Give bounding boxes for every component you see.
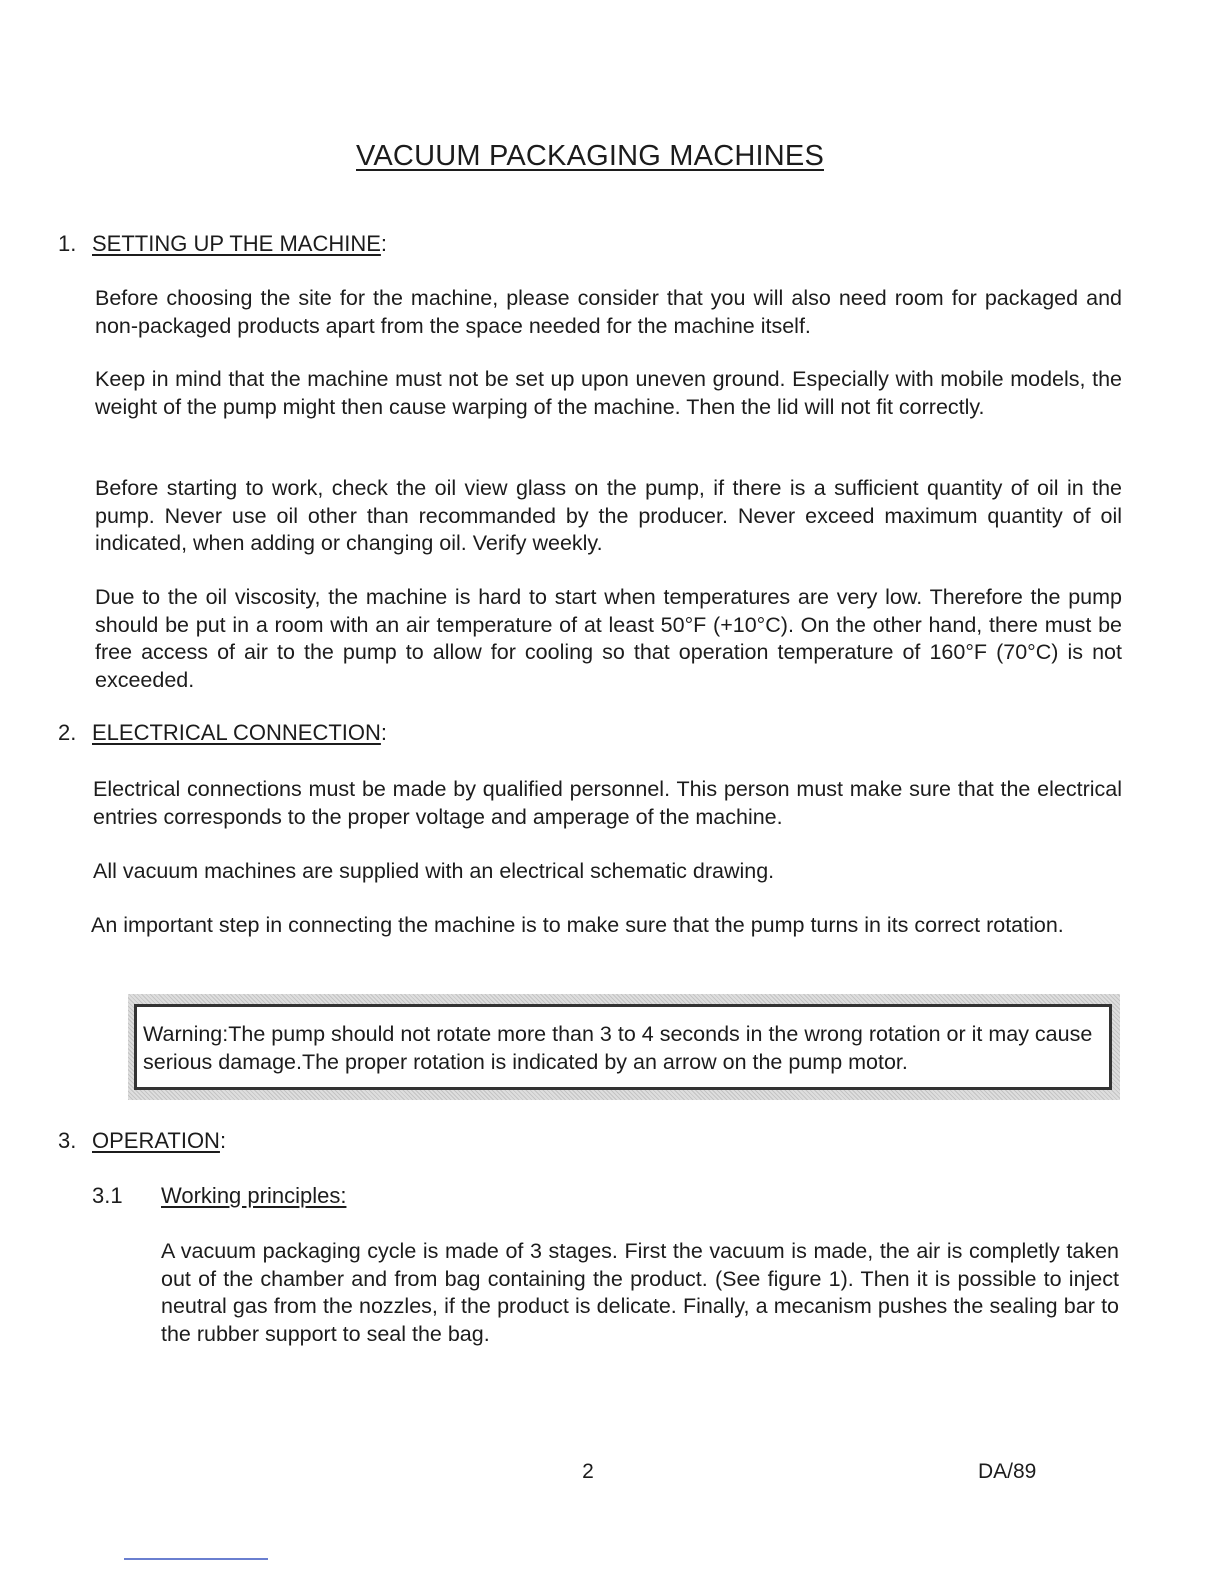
paragraph-uneven-ground: Keep in mind that the machine must not be set up upon uneven ground. Especially with mobile models, the weight of the pump might then cause warping of the machine. Then the lid will not fit correctly. [95, 367, 1122, 419]
section-colon: : [219, 1128, 227, 1153]
subsection-title: Working principles: [161, 1183, 347, 1208]
subsection-number: 3.1 [92, 1183, 123, 1208]
section-colon: : [380, 720, 388, 745]
section-title: OPERATION [92, 1128, 220, 1153]
paragraph-schematic: All vacuum machines are supplied with an electrical schematic drawing. [93, 859, 775, 883]
section-heading-electrical [58, 720, 387, 746]
section-heading-operation [58, 1128, 226, 1154]
warning-text: Warning:The pump should not rotate more than 3 to 4 seconds in the wrong rotation or it may cause serious damage.The proper rotation is indicated by an arrow on the pump motor. [134, 1004, 1112, 1090]
page-title: VACUUM PACKAGING MACHINES [356, 140, 824, 172]
paragraph-temperature: Due to the oil viscosity, the machine is hard to start when temperatures are very low. Therefore the pump should be put in a room with an air temperature of at least 50°F (+10°C). On the other hand, there must be free access of air to the pump to allow for cooling so that operation temperature of 160°F (70°C) is not exceeded. [95, 585, 1122, 692]
page-number: 2 [582, 1460, 594, 1483]
section-heading-setting-up [58, 231, 387, 257]
section-title: ELECTRICAL CONNECTION [92, 720, 381, 745]
paragraph-cycle-stages: A vacuum packaging cycle is made of 3 stages. First the vacuum is made, the air is completly taken out of the chamber and from bag containing the product. (See figure 1). Then it is possible to inject neutral gas from the nozzles, if the product is delicate. Finally, a mecanism pushes the sealing bar to the rubber support to seal the bag. [161, 1239, 1119, 1346]
warning-box [128, 994, 1120, 1100]
section-title: SETTING UP THE MACHINE [92, 231, 381, 256]
section-colon: : [380, 231, 388, 256]
paragraph-qualified-personnel: Electrical connections must be made by qualified personnel. This person must make sure that the electrical entries corresponds to the proper voltage and amperage of the machine. [93, 777, 1122, 829]
paragraph-oil-check: Before starting to work, check the oil view glass on the pump, if there is a sufficient quantity of oil in the pump. Never use oil other than recommanded by the producer. Never exceed maximum quantity of oil indicated, when adding or changing oil. Verify weekly. [95, 476, 1122, 555]
paragraph-site: Before choosing the site for the machine, please consider that you will also need room for packaged and non-packaged products apart from the space needed for the machine itself. [95, 286, 1122, 338]
section-number: 3. [58, 1128, 77, 1153]
subsection-heading-working-principles [92, 1183, 346, 1209]
section-number: 1. [58, 231, 77, 256]
bottom-rule [124, 1558, 268, 1560]
paragraph-rotation: An important step in connecting the machine is to make sure that the pump turns in its correct rotation. [91, 913, 1064, 937]
section-number: 2. [58, 720, 77, 745]
document-code: DA/89 [978, 1460, 1037, 1483]
